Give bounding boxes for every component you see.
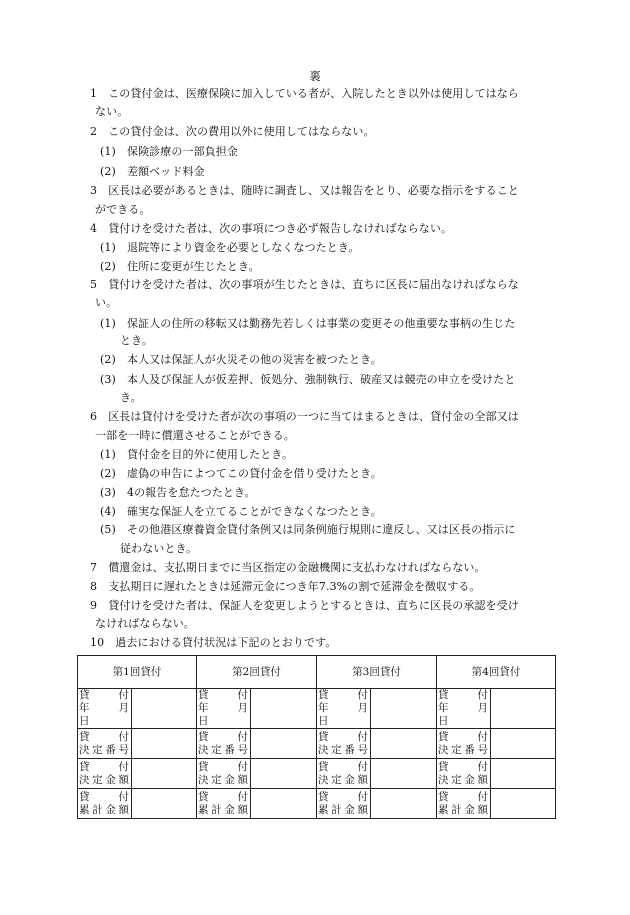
- item-5-sub-3-line-2: き。: [120, 391, 142, 404]
- item-9-line-1: 9 貸付けを受けた者は、保証人を変更しようとするときは、直ちに区長の承認を受け: [90, 599, 519, 612]
- item-2: 2 この貸付金は、次の費用以外に使用してはならない。: [90, 125, 375, 138]
- table-row-loan-date: [78, 689, 556, 729]
- item-5-sub-3-line-1: (3) 本人及び保証人が仮差押、仮処分、強制執行、破産又は競売の申立を受けたと: [100, 373, 516, 386]
- page-title: 裏: [309, 69, 321, 83]
- item-6-sub-4: (4) 確実な保証人を立てることができなくなつたとき。: [100, 505, 382, 518]
- value-cell: [491, 789, 556, 819]
- label-loan-date: 貸 付 年 月 日: [198, 689, 259, 727]
- item-4-sub-2: (2) 住所に変更が生じたとき。: [100, 260, 260, 273]
- label-decision-number: 貸 付 決定番号: [437, 729, 491, 759]
- item-3-line-2: ができる。: [95, 203, 151, 216]
- header-loan-1: 第1回貸付: [78, 656, 197, 689]
- table-header-row: [78, 656, 556, 689]
- value-cell: [251, 689, 317, 729]
- value-cell: [371, 759, 437, 789]
- item-4-sub-1: (1) 退院等により資金を必要としなくなつたとき。: [100, 241, 360, 254]
- label-decision-number: 貸 付 決定番号: [197, 729, 251, 759]
- item-10: 10 過去における貸付状況は下記のとおりです。: [90, 636, 337, 649]
- table-row-decision-amount: [78, 759, 556, 789]
- label-loan-date: 貸 付 年 月 日: [438, 689, 499, 727]
- header-loan-2: 第2回貸付: [197, 656, 317, 689]
- item-5-sub-2: (2) 本人又は保証人が火災その他の災害を被つたとき。: [100, 353, 382, 366]
- value-cell: [251, 729, 317, 759]
- item-9-line-2: なければならない。: [95, 617, 195, 630]
- label-decision-amount: 貸 付 決定金額: [317, 759, 371, 789]
- item-5-line-2: い。: [95, 296, 118, 309]
- value-cell: [132, 729, 197, 759]
- item-2-sub-1: (1) 保険診療の一部負担金: [100, 145, 238, 158]
- label-decision-amount: 貸 付 決定金額: [78, 759, 132, 789]
- item-2-sub-2: (2) 差額ベッド料金: [100, 165, 205, 178]
- value-cell: [132, 689, 197, 729]
- value-cell: [251, 789, 317, 819]
- item-5-sub-1-line-1: (1) 保証人の住所の移転又は勤務先若しくは事業の変更その他重要な事柄の生じた: [100, 317, 516, 330]
- label-loan-date: 貸 付 年 月 日: [79, 689, 140, 727]
- label-decision-number: 貸 付 決定番号: [317, 729, 371, 759]
- item-5-sub-1-line-2: とき。: [120, 334, 153, 347]
- value-cell: [491, 729, 556, 759]
- label-cumulative-amount: 貸 付 累計金額: [317, 789, 371, 819]
- item-6-sub-1: (1) 貸付金を目的外に使用したとき。: [100, 448, 294, 461]
- value-cell: [132, 789, 197, 819]
- value-cell: [491, 759, 556, 789]
- label-cumulative-amount: 貸 付 累計金額: [78, 789, 132, 819]
- label-cumulative-amount: 貸 付 累計金額: [437, 789, 491, 819]
- item-4: 4 貸付けを受けた者は、次の事項につき必ず報告しなければならない。: [90, 222, 453, 235]
- item-6-sub-5-line-1: (5) その他港区療養資金貸付条例又は同条例施行規則に違反し、又は区長の指示に: [100, 523, 516, 536]
- item-7: 7 償還金は、支払期日までに当区指定の金融機関に支払わなければならない。: [90, 561, 486, 574]
- value-cell: [371, 689, 437, 729]
- item-1-line-2: ない。: [95, 105, 129, 118]
- value-cell: [491, 689, 556, 729]
- item-6-sub-2: (2) 虚偽の申告によつてこの貸付金を借り受けたとき。: [100, 467, 382, 480]
- item-6-sub-3: (3) 4の報告を怠たつたとき。: [100, 486, 256, 499]
- table-row-decision-number: [78, 729, 556, 759]
- item-5-line-1: 5 貸付けを受けた者は、次の事項が生じたときは、直ちに区長に届出なければならな: [90, 278, 519, 291]
- value-cell: [132, 759, 197, 789]
- item-6-line-1: 6 区長は貸付けを受けた者が次の事項の一つに当てはまるときは、貸付金の全部又は: [90, 410, 519, 423]
- loan-history-table: [77, 655, 556, 819]
- table-row-cumulative-amount: [78, 789, 556, 819]
- header-loan-4: 第4回貸付: [437, 656, 556, 689]
- item-6-sub-5-line-2: 従わないとき。: [120, 542, 198, 555]
- item-3-line-1: 3 区長は必要があるときは、随時に調査し、又は報告をとり、必要な指示をすること: [90, 184, 519, 197]
- label-loan-date: 貸 付 年 月 日: [318, 689, 379, 727]
- label-decision-number: 貸 付 決定番号: [78, 729, 132, 759]
- label-decision-amount: 貸 付 決定金額: [437, 759, 491, 789]
- label-decision-amount: 貸 付 決定金額: [197, 759, 251, 789]
- item-8: 8 支払期日に遅れたときは延滞元金につき年7.3%の割で延滞金を徴収する。: [90, 580, 481, 593]
- value-cell: [371, 789, 437, 819]
- value-cell: [251, 759, 317, 789]
- item-1-line-1: 1 この貸付金は、医療保険に加入している者が、入院したとき以外は使用してはなら: [90, 87, 519, 100]
- value-cell: [371, 729, 437, 759]
- label-cumulative-amount: 貸 付 累計金額: [197, 789, 251, 819]
- header-loan-3: 第3回貸付: [317, 656, 437, 689]
- item-6-line-2: 一部を一時に償還させることができる。: [95, 429, 295, 442]
